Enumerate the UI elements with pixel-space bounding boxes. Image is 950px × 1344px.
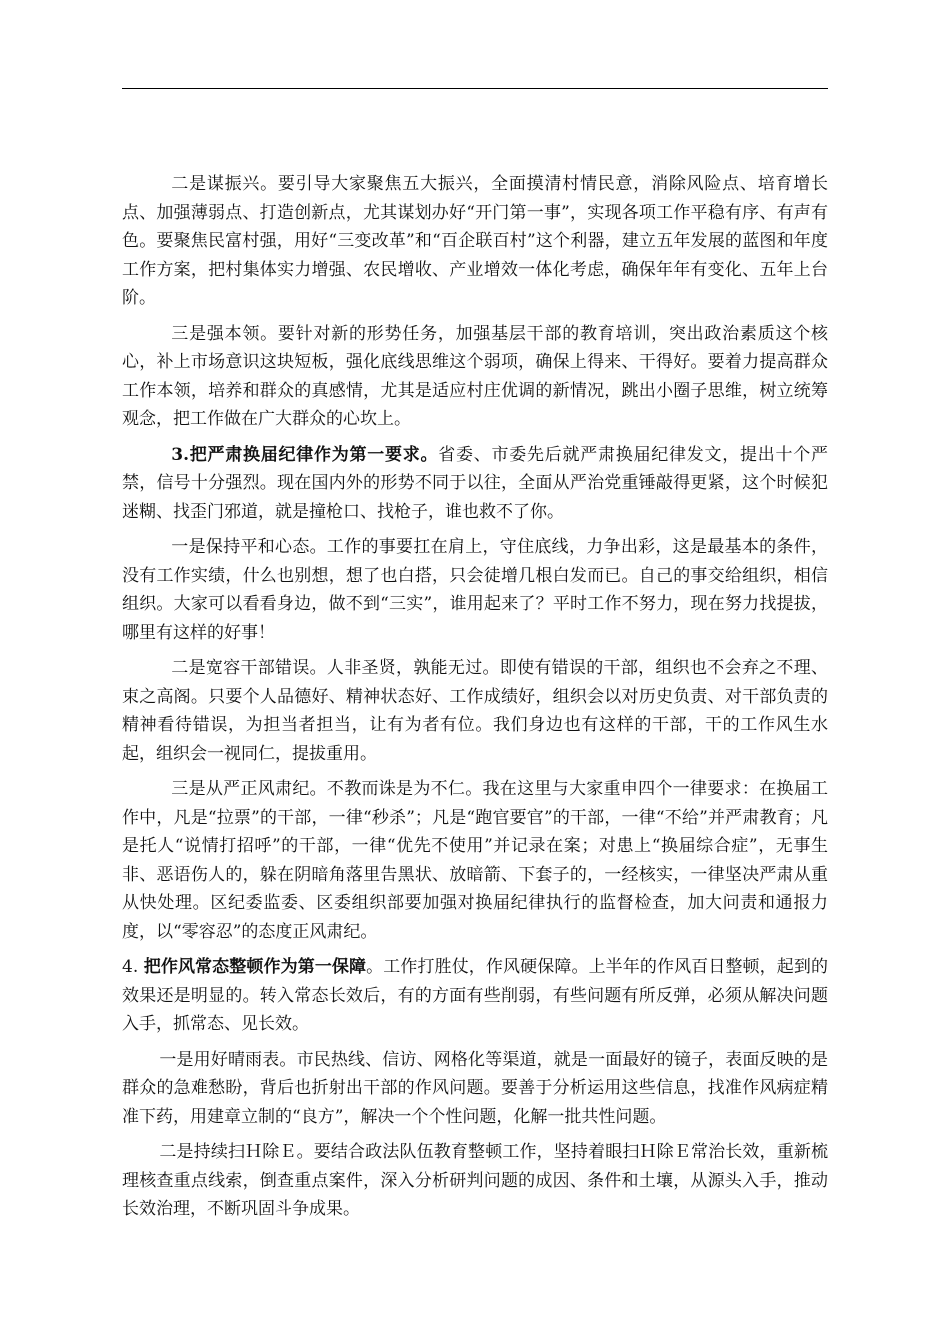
paragraph-qingyubiao: [122, 1046, 828, 1132]
paragraph-section-4: [122, 953, 828, 1039]
paragraph-text: 一是保持平和心态。工作的事要扛在肩上，守住底线，力争出彩，这是最基本的条件，没有工作实绩，什么也别想，想了也白搭，只会徒增几根白发而已。自己的事交给组织，相信组织。大家可以看看身边，做不到“三实”，谁用起来了？平时工作不努力，现在努力找提拔，哪里有这样的好事！: [122, 537, 828, 643]
section-heading: 3.把严肃换届纪律作为第一要求。: [171, 444, 439, 465]
paragraph-qiang-benling: [122, 320, 828, 434]
paragraph-text: 。工作打胜仗，作风硬保障。上半年的作风百日整顿，起到的效果还是明显的。转入常态长效后，有的方面有些削弱，有些问题有所反弹，必须从解决问题入手，抓常态、见长效。: [122, 957, 828, 1034]
paragraph-text: 二是持续扫Ｈ除Ｅ。要结合政法队伍教育整顿工作，坚持着眼扫Ｈ除Ｅ常治长效，重新梳理核查重点线索，倒查重点案件，深入分析研判问题的成因、条件和土壤，从源头入手，推动长效治理，不断巩固斗争成果。: [122, 1142, 828, 1219]
paragraph-pinghe-xintai: [122, 533, 828, 647]
paragraph-text: 二是谋振兴。要引导大家聚焦五大振兴，全面摸清村情民意，消除风险点、培育增长点、加强薄弱点、打造创新点，尤其谋划办好“开门第一事”，实现各项工作平稳有序、有声有色。要聚焦民富村强，用好“三变改革”和“百企联百村”这个利器，建立五年发展的蓝图和年度工作方案，把村集体实力增强、农民增收、产业增效一体化考虑，确保年年有变化、五年上台阶。: [122, 174, 828, 308]
paragraph-mou-zhenxing: [122, 170, 828, 313]
paragraph-section-3: [122, 441, 828, 527]
paragraph-kuanrong-cuowu: [122, 654, 828, 768]
paragraph-text: 三是强本领。要针对新的形势任务，加强基层干部的教育培训，突出政治素质这个核心，补上市场意识这块短板，强化底线思维这个弱项，确保上得来、干得好。要着力提高群众工作本领，培养和群众的真感情，尤其是适应村庄优调的新情况，跳出小圈子思维，树立统筹观念，把工作做在广大群众的心坎上。: [122, 323, 828, 429]
paragraph-text: 三是从严正风肃纪。不教而诛是为不仁。我在这里与大家重申四个一律要求：在换届工作中，凡是“拉票”的干部，一律“秒杀”；凡是“跑官要官”的干部，一律“不给”并严肃教育；凡是托人“说情打招呼”的干部，一律“优先不使用”并记录在案；对患上“换届综合症”，无事生非、恶语伤人的，躲在阴暗角落里告黑状、放暗箭、下套子的，一经核实，一律坚决严肃从重从快处理。区纪委监委、区委组织部要加强对换届纪律执行的监督检查，加大问责和通报力度，以“零容忍”的态度正风肃纪。: [122, 779, 828, 942]
section-number: 4.: [122, 957, 144, 977]
paragraph-text: 一是用好晴雨表。市民热线、信访、网格化等渠道，就是一面最好的镜子，表面反映的是群众的急难愁盼，背后也折射出干部的作风问题。要善于分析运用这些信息，找准作风病症精准下药，用建章立制的“良方”，解决一个个性问题，化解一批共性问题。: [122, 1049, 828, 1127]
paragraph-text: 省委、市委先后就严肃换届纪律发文，提出十个严禁，信号十分强烈。现在国内外的形势不同于以往，全面从严治党重锤敲得更紧，这个时候犯迷糊、找歪门邪道，就是撞枪口、找枪子，谁也救不了你。: [122, 444, 829, 522]
section-heading: 把作风常态整顿作为第一保障: [143, 957, 367, 977]
paragraph-text: 二是宽容干部错误。人非圣贤，孰能无过。即使有错误的干部，组织也不会弃之不理、束之高阁。只要个人品德好、精神状态好、工作成绩好，组织会以对历史负责、对干部负责的精神看待错误，为担当者担当，让有为者有位。我们身边也有这样的干部，干的工作风生水起，组织会一视同仁，提拔重用。: [122, 658, 828, 764]
header-rule: [122, 88, 828, 89]
document-body: [122, 170, 828, 1224]
paragraph-saohe-chue: [122, 1138, 828, 1224]
paragraph-zhengfeng-suji: [122, 775, 828, 946]
